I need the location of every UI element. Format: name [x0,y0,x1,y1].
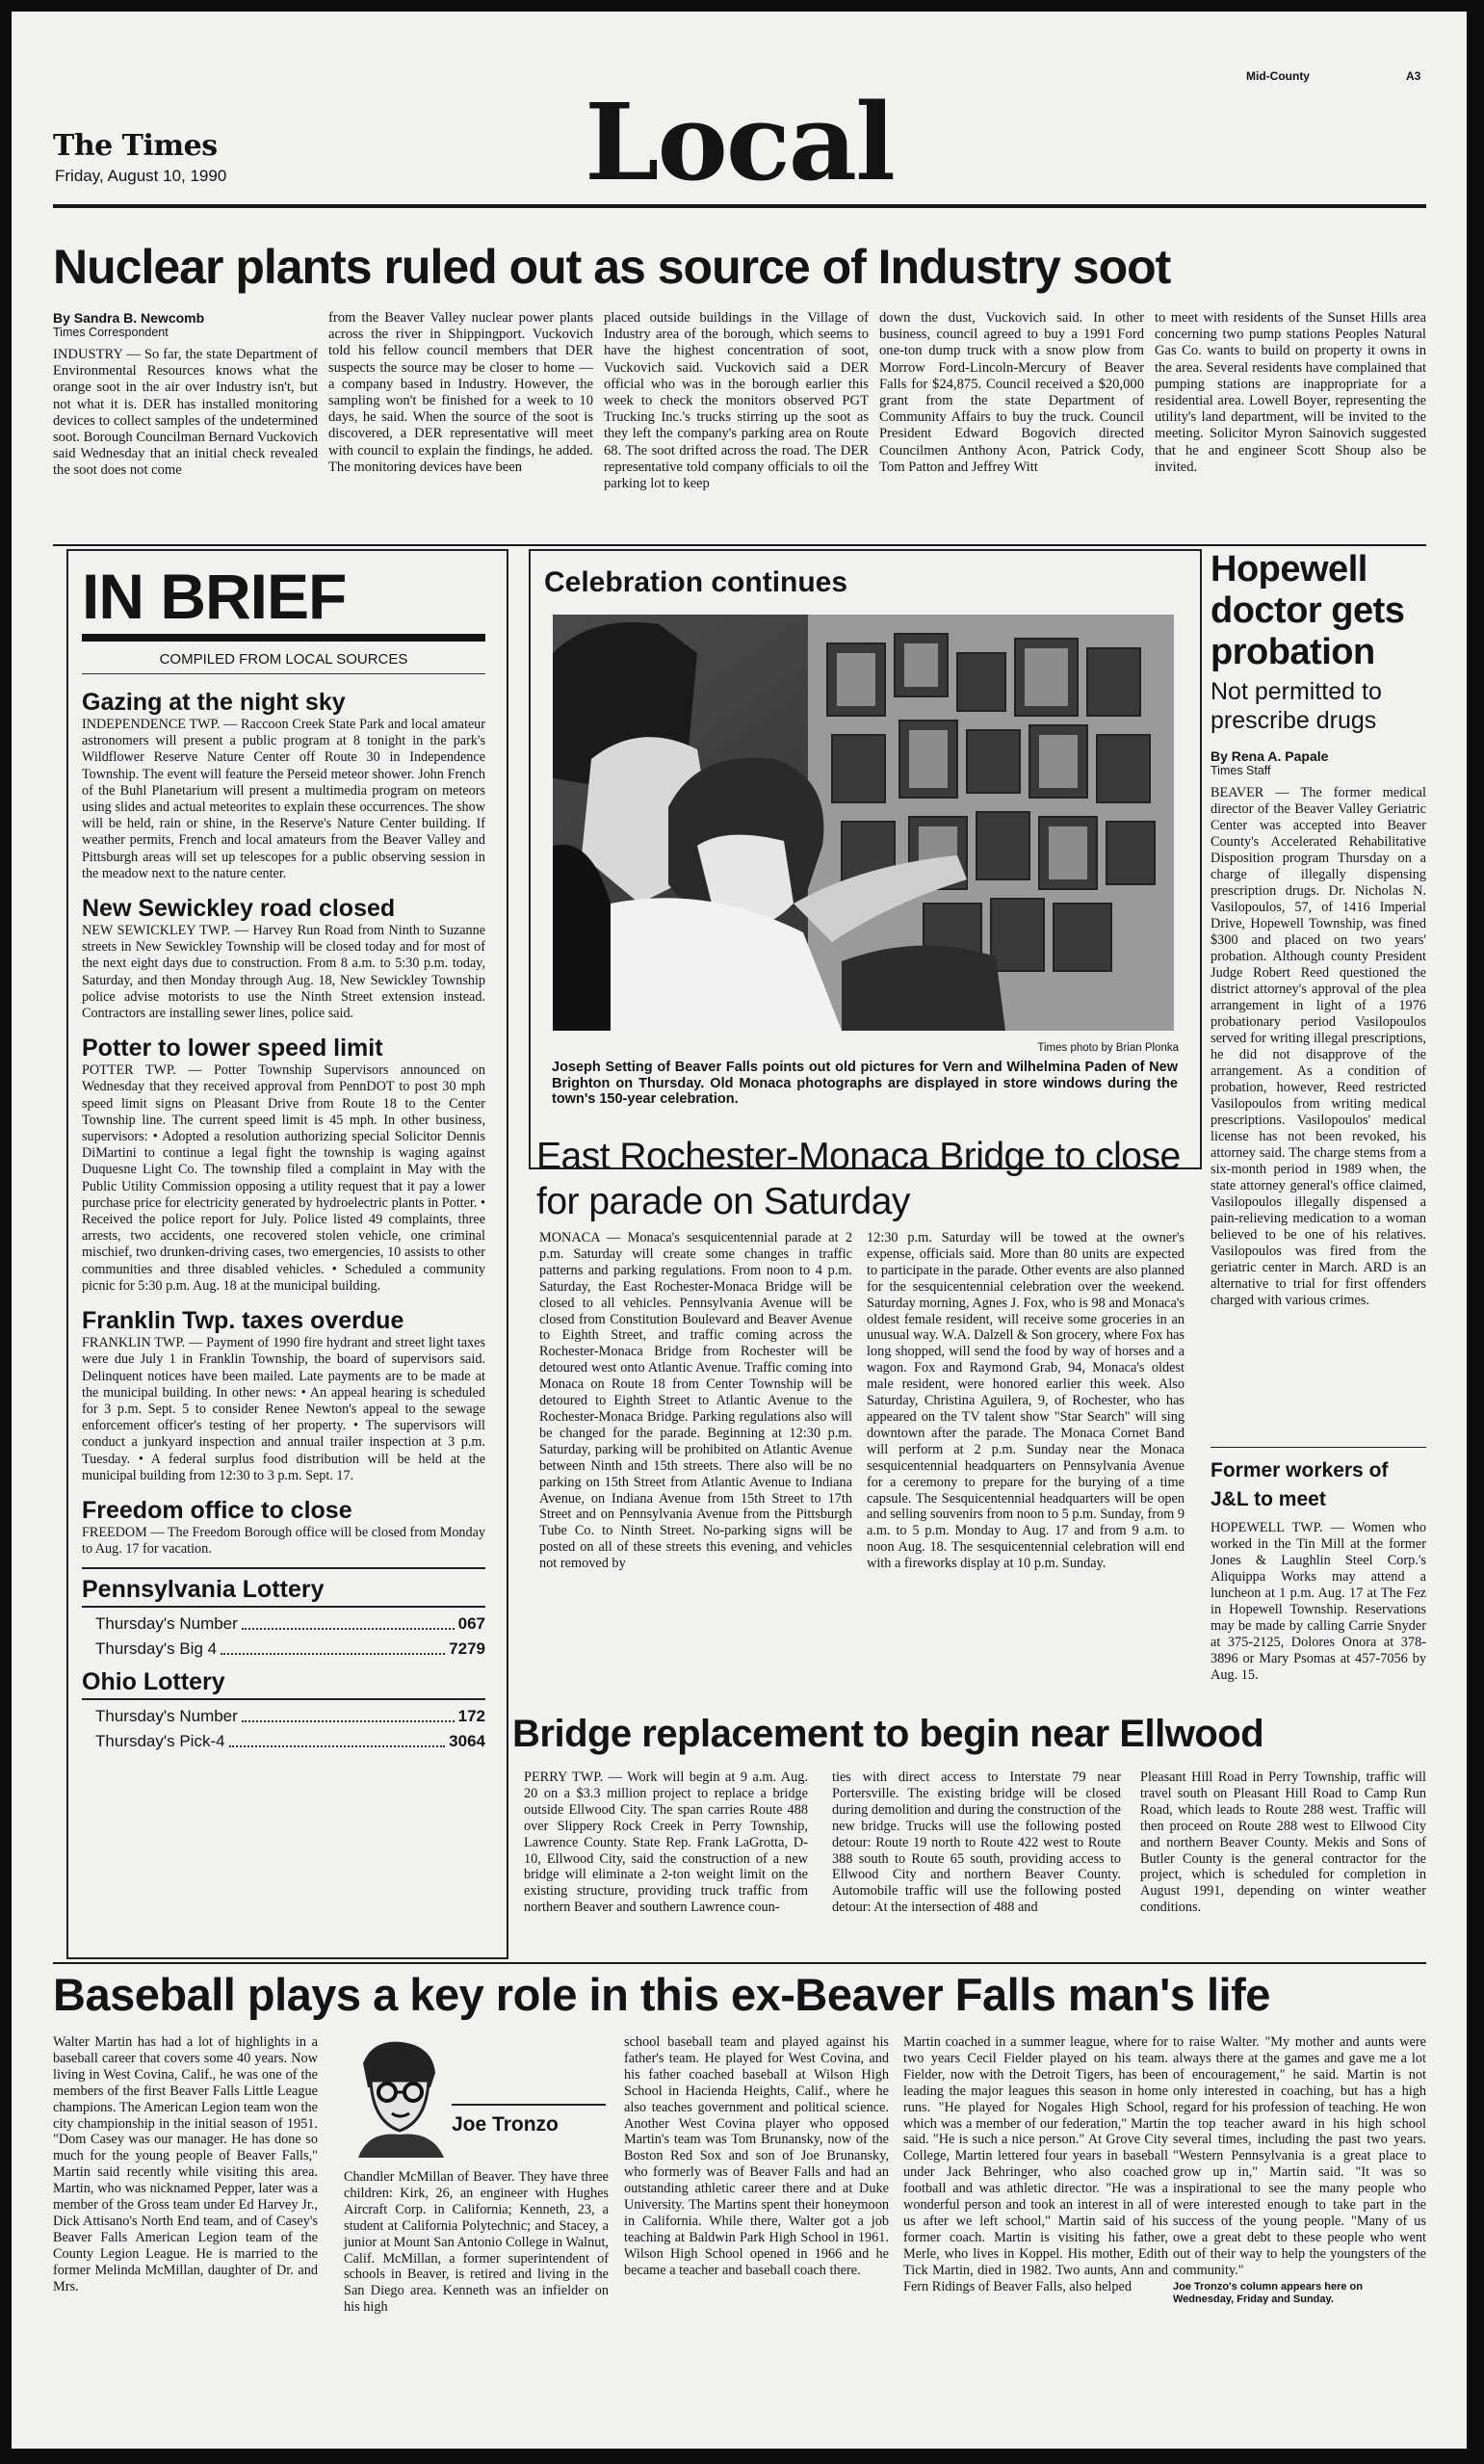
baseball-col2: Chandler McMillan of Beaver. They have three children: Kirk, 26, an engineer with Hughes Aircraft Corp. in California; Kenneth, 23, a student at California Polytechnic; and Stacey, a junior at Mount San Antonio College in Walnut, Calif. McMillan, a former superintendent of schools in Beaver, is retired and living in the San Diego area. Kenneth was an infielder on his high [344,2169,609,2316]
ellwood-headline: Bridge replacement to begin near Ellwood [512,1713,1264,1755]
soot-col5-text: to meet with residents of the Sunset Hills area concerning two pump stations Peoples Natural Gas Co. wants to build on property it owns in the area. Several residents have complained that pumping stations are inappropriate for a residential area. Lowell Boyer, representing the utility's land department, will be invited to the meeting. Solicitor Myron Sainovich suggested that he and engineer Scott Shoup also be invited. [1155,310,1426,475]
lottery-row [82,1729,485,1754]
baseball-top-rule [53,1962,1426,1964]
brief-item [82,894,485,1022]
soot-headline: Nuclear plants ruled out as source of Industry soot [53,240,1171,294]
newspaper-page [12,12,1467,2449]
hopewell-byline: By Rena A. Papale [1211,748,1329,764]
brief-text: POTTER TWP. — Potter Township Supervisors announced on Wednesday that they received approval from PennDOT to post 30 mph speed limit signs on Pleasant Drive from Route 18 to the Center Township line. The current speed limit is 45 mph. In other business, supervisors: • Adopted a resolution authorizing special Solicitor Dennis DiMartini to continue a legal fight the township is waging against Duquesne Light Co. The township filed a complaint in May with the Public Utility Commission opposing a utility request that it pay a lower purchase price for electricity generated by hydroelectric plants in Potter. • Received the police report for July. Police listed 49 complaints, three arrests, two accidents, one recovered stolen vehicle, one criminal mischief, two drunken-driving cases, two emergencies, 10 assists to other communities and three disabled vehicles. • Scheduled a community picnic for 5:30 p.m. Aug. 18 at the municipal building. [82,1062,485,1294]
in-brief-rule [82,634,485,642]
in-brief-title: IN BRIEF [82,561,347,632]
baseball-col5-wrap [1173,2034,1426,2306]
soot-col2-text: from the Beaver Valley nuclear power plants across the river in Shippingport. Vuckovich told his fellow council members that DER suspects the source may be closer to home — a company based in Industry. However, the sampling won't be finished for a week to 10 days, he said. When the source of the soot is discovered, a DER representative will meet with council to explain the findings, he added. The monitoring devices have been [328,310,593,475]
lottery-number: 3064 [449,1732,485,1751]
columnist-name: Joe Tronzo [452,2113,559,2136]
lottery-label: Thursday's Big 4 [95,1639,218,1659]
soot-byline: By Sandra B. Newcomb [53,310,205,326]
masthead-rule [53,204,1426,208]
paper-name: The Times [53,129,218,163]
leader-dots [242,1612,455,1630]
photo-credit: Times photo by Brian Plonka [1037,1042,1179,1054]
lottery-rule [82,1567,485,1569]
brief-item [82,1034,485,1295]
ellwood-col1: PERRY TWP. — Work will begin at 9 a.m. Aug. 20 on a $3.3 million project to replace a bridge outside Ellwood City. The span carries Route 488 over Slippery Rock Creek in Perry Township, Lawrence County. State Rep. Frank LaGrotta, D-10, Ellwood City, said the construction of a new bridge will eliminate a 2-ton weight limit on the existing structure, providing truck traffic from northern Beaver and southern Lawrence coun- [524,1769,808,1916]
ellwood-col3: Pleasant Hill Road in Perry Township, traffic will travel south on Pleasant Hill Road to Camp Run Road, which leads to Route 288 west. Traffic will then proceed on Route 288 west to Ellwood City and northern Beaver County. Mekis and Sons of Butler County is the general contractor for the project, which is scheduled for completion in August 1991, depending on winter weather conditions. [1140,1769,1426,1916]
in-brief-box [66,549,508,1959]
soot-col4-text: down the dust, Vuckovich said. In other business, council agreed to buy a 1991 Ford one-ton dump truck with a snow plow from Morrow Ford-Lincoln-Mercury of Beaver Falls for $24,875. Council received a $20,000 grant from the state Department of Community Affairs to buy the truck. Council President Edward Bogovich directed Councilmen Anthony Acon, Patrick Cody, Tom Patton and Jeffrey Witt [879,310,1144,475]
celebration-title: Celebration continues [544,566,848,598]
soot-affiliation: Times Correspondent [53,326,169,339]
lottery-label: Thursday's Number [95,1707,238,1726]
hopewell-story [1211,549,1426,1309]
brief-text: FRANKLIN TWP. — Payment of 1990 fire hydrant and street light taxes were due July 1 in Franklin Township, the board of supervisors said. Delinquent notices have been mailed. Late payments are to be made at the municipal building. In other news: • An appeal hearing is scheduled for 3 p.m. Sept. 5 to consider Renee Newton's appeal to the sewage enforcement officer's testing of her property. • The supervisors will conduct a junkyard inspection and annual trailer inspection at 3 p.m. Tuesday. • A federal surplus food distribution will be held at the municipal building from 12:30 to 3 p.m. Sept. 17. [82,1335,485,1483]
brief-item [82,688,485,882]
brief-text: INDEPENDENCE TWP. — Raccoon Creek State Park and local amateur astronomers will present a public program at 8 tonight in the park's Wildflower Reserve Nature Center off Route 30 in Independence Township. The event will feature the Perseid meteor shower. John French of the Buhl Planetarium will present a multimedia program on meteors using slides and actual meteorites to explain these occurrences. The show will be held, rain or shine, in the Reserve's Nature Center building. If weather permits, French and local amateurs from the Beaver Valley and Pittsburgh areas will set up telescopes for a public observing session in the meadow next to the nature center. [82,717,485,881]
in-brief-subrule [82,673,485,674]
leader-dots [242,1704,455,1722]
columnist-logo [344,2034,609,2158]
oh-lottery-rule [82,1698,485,1700]
jl-text: HOPEWELL TWP. — Women who worked in the Tin Mill at the former Jones & Laughlin Steel Corp.'s Aliquippa Works may attend a luncheon at 1 p.m. Aug. 17 at The Fez in Hopewell Township. Reservations may be made by calling Carrie Snyder at 375-2125, Dolores Onora at 378-3896 or Mary Psomas at 457-7056 by Aug. 15. [1211,1520,1426,1683]
soot-col3-text: placed outside buildings in the Village of Industry area of the borough, which seems to have the highest concentration of soot, Vuckovich said. Vuckovich said a DER official who was in the borough earlier this week to check the monitors observed PGT Trucking Inc.'s trucks stirring up the soot as they left the company's parking area on Route 68. The soot drifted across the road. The DER representative told company officials to oil the parking lot to keep [604,310,869,492]
celebration-box [529,549,1202,1169]
brief-heading: New Sewickley road closed [82,895,396,923]
brief-item [82,1306,485,1484]
columnist-portrait [344,2034,450,2158]
brief-heading: Potter to lower speed limit [82,1035,383,1062]
bridge-close-col1: MONACA — Monaca's sesquicentennial parade at 2 p.m. Saturday will create some changes in traffic patterns and parking regulations. From noon to 4 p.m. Saturday, the East Rochester-Monaca Bridge will be closed to all vehicles. Pennsylvania Avenue will be closed from Constitution Boulevard and Beaver Avenue to Eighth Street, and traffic coming across the Rochester-Monaca Bridge from Rochester will be detoured west onto Atlantic Avenue. Traffic coming into Monaca on Route 18 from Center Township will be detoured to Eighth Street to Atlantic Avenue to the Rochester-Monaca Bridge. Parking regulations also will be changed for the parade. Beginning at 12:30 p.m. Saturday, parking will be prohibited on Atlantic Avenue between Ninth and 15th streets. There also will be no parking on 15th Street from Atlantic Avenue to Indiana Avenue, on Indiana Avenue from 15th Street to 17th Street and on Pennsylvania Avenue from the Pittsburgh Tube Co. to Ninth Street. No-parking signs will be posted on all of these streets this evening, and vehicles not removed by [539,1230,852,1572]
lottery-row [82,1704,485,1729]
hopewell-text: BEAVER — The former medical director of the Beaver Valley Geriatric Center was accepted into Beaver County's Accelerated Rehabilitative Disposition program Thursday on a charge of illegally dispensing prescription drugs. Dr. Nicholas N. Vasilopoulos, 57, of 1416 Imperial Drive, Hopewell Township, was fined $300 and placed on two years' probation. Although county President Judge Robert Reed questioned the district attorney's approval of the plea arrangement in light of a 1976 probationary period Vasilopoulos served for writing illegal prescriptions, he did not disapprove of the arrangement. As a condition of probation, however, Reed restricted Vasilopoulos from writing medical prescriptions. Vasilopoulos' medical license has not been revoked, his attorney said. The charge stems from a six-month period in 1989 when, the state attorney general's office claimed, Vasilopoulos illegally dispensed a pain-relieving medication to a woman believed to be one of his relatives. Vasilopoulos was fired from the geriatric center in March. ARD is an alternative to trial for first offenders charged with various crimes. [1211,785,1426,1308]
oh-lottery-title: Ohio Lottery [82,1668,225,1696]
brief-item [82,1496,485,1558]
soot-col-1 [53,310,318,480]
lottery-label: Thursday's Pick-4 [95,1732,225,1751]
ellwood-col2: ties with direct access to Interstate 79 near Portersville. The existing bridge will be closed during demolition and during the construction of the new bridge. Trucks will use the following posted detour: Route 19 north to Route 422 west to Route 388 south to Route 65 south, providing access to Ellwood City and northern Beaver County. Automobile traffic will use the following posted detour: At the intersection of 488 and [832,1769,1121,1916]
brief-text: NEW SEWICKLEY TWP. — Harvey Run Road from Ninth to Suzanne streets in New Sewickley Township will be closed today and for most of the next eight days due to construction. From 8 a.m. to 5:30 p.m. today, Saturday, and then Monday through Aug. 18, New Sewickley Township police advise motorists to use the Ninth Street extension instead. Contractors are installing sewer lines, police said. [82,923,485,1022]
brief-text: FREEDOM — The Freedom Borough office will be closed from Monday to Aug. 17 for vacation. [82,1524,485,1558]
baseball-col3: school baseball team and played against his father's team. He played for West Covina, and his father coached baseball at Wilson High School in Hacienda Heights, Calif., where he also teaches government and political science. Another West Covina player who opposed Martin's team was Tom Brunansky, now of the Boston Red Sox and son of Joe Brunansky, who formerly was of Beaver Falls and had an outstanding athletic career there and at Duke University. The Martins spent their honeymoon in California. While there, Walter got a job teaching at Baldwin Park High School in 1961. Wilson High School opened in 1966 and he became a teacher and baseball coach there. [624,2034,889,2278]
page-number: A3 [1406,69,1421,83]
soot-col1-text: INDUSTRY — So far, the state Department of Environmental Resources knows what the orange soot in the air over Industry isn't, but not what it is. DER has installed monitoring devices to collect samples of the undetermined soot. Borough Councilman Bernard Vuckovich said Wednesday that an initial check revealed the soot does not come [53,347,318,479]
pa-lottery-rule [82,1606,485,1608]
in-brief-subtitle: COMPILED FROM LOCAL SOURCES [159,651,408,668]
lottery-row [82,1637,485,1662]
lottery-block [82,1575,485,1754]
jl-headline: Former workers of J&L to meet [1211,1459,1389,1510]
celebration-photo [553,615,1174,1031]
lottery-number: 172 [457,1707,485,1726]
baseball-col5: to raise Walter. "My mother and aunts were always there at the games and gave me a lot of encouragement," he said. Martin is not only interested in coaching, but has a high regard for his profession of teaching. He won the top teacher award in his high school several times, including the past two years. "Western Pennsylvania is a great place to grow up in," Martin said. "It was so inspirational to see the many people who were interested enough to take part in the success of the young people. "Many of us owe a great debt to these people who went out of their way to help the youngsters of the community." [1173,2034,1426,2278]
jl-rule [1211,1447,1426,1448]
lottery-label: Thursday's Number [95,1614,238,1634]
in-brief-items [82,688,485,1558]
baseball-col4: Martin coached in a summer league, where for two years Cecil Fielder played on his team. Fielder, now with the Detroit Tigers, has been leading the major leagues this season in home runs. "He played for Nogales High School, which was a member of our federation," Martin said. "He is such a nice person." At Grove City College, Martin lettered four years in baseball under Jack Behringer, who also coached football and was athletic director. "He was a wonderful person and took an interest in all of us after we left school," Martin said of his former coach. Martin is visiting his father, Merle, who lives in Koppel. His mother, Edith Tick Martin, died in 1982. Two aunts, Ann and Fern Ridings of Beaver Falls, also helped [903,2034,1168,2294]
bridge-close-headline: East Rochester-Monaca Bridge to close for parade on Saturday [536,1136,1181,1222]
issue-date: Friday, August 10, 1990 [55,167,227,185]
soot-bottom-rule [53,544,1426,546]
bridge-close-col2: 12:30 p.m. Saturday will be towed at the owner's expense, officials said. More than 80 units are expected to participate in the parade. Other events are also planned for the sesquicentennial celebration over the weekend. Saturday morning, Agnes J. Fox, who is 98 and Monaca's oldest female resident, will receive some groceries in an unusual way. W.A. Dalzell & Son grocery, where Fox has long shopped, will send the food by way of horses and a wagon. Fox and Raymond Grab, 94, Monaca's oldest male resident, were honored earlier this week. Also Saturday, Christina Aguilera, 9, of Rochester, who has appeared on the TV talent show "Star Search" will sing downtown after the parade. The Monaca Cornet Band will perform at 2 p.m. Sunday near the Monaca sesquicentennial headquarters on Pennsylvania Avenue for a ceremony to prepare for the burying of a time capsule. The Sesquicentennial headquarters will be open and selling souvenirs from noon to 5 p.m. Sunday, from 9 a.m. to 5 p.m. Monday to Aug. 17 and from 9 a.m. to noon Aug. 18. The sesquicentennial celebration will end with a fireworks display at 10 p.m. Sunday. [867,1230,1185,1572]
section-id: Mid-County [1246,69,1310,83]
hopewell-headline: Hopewell doctor gets probation [1211,549,1405,672]
column-footnote: Joe Tronzo's column appears here on Wednesday, Friday and Sunday. [1173,2280,1363,2305]
pa-lottery-title: Pennsylvania Lottery [82,1576,325,1604]
lottery-row [82,1612,485,1637]
columnist-rule [452,2104,606,2106]
hopewell-affiliation: Times Staff [1211,764,1271,777]
leader-dots [221,1637,445,1655]
section-title: Local [585,80,894,204]
lottery-number: 067 [457,1614,485,1634]
baseball-col1: Walter Martin has had a lot of highlights in a baseball career that covers some 40 years. Now living in West Covina, Calif., he was one of the members of the first Beaver Falls Little League champions. The American Legion team won the city championship in the initial season of 1951. "Dom Casey was our manager. He has done so much for the young people of Beaver Falls," Martin said recently while visiting this area. Martin, who was nicknamed Pepper, later was a member of the Gross team under Ed Harvey Jr., Dick Attisano's North End team, and of Casey's Beaver Falls American Legion team of the County Legion League. He is married to the former Melinda McMillan, daughter of Dr. and Mrs. [53,2034,318,2294]
lottery-number: 7279 [449,1639,485,1659]
photo-caption: Joseph Setting of Beaver Falls points out old pictures for Vern and Wilhelmina Paden of New Brighton on Thursday. Old Monaca photographs are displayed in store windows during the town's 150-year celebration. [552,1060,1178,1107]
brief-heading: Franklin Twp. taxes overdue [82,1307,404,1335]
brief-heading: Gazing at the night sky [82,689,346,716]
hopewell-subhead: Not permitted to prescribe drugs [1211,678,1382,734]
baseball-headline: Baseball plays a key role in this ex-Beaver Falls man's life [53,1969,1270,2020]
photo-image [553,615,1174,1031]
jl-story [1211,1456,1426,1684]
brief-heading: Freedom office to close [82,1496,352,1524]
leader-dots [229,1729,446,1747]
